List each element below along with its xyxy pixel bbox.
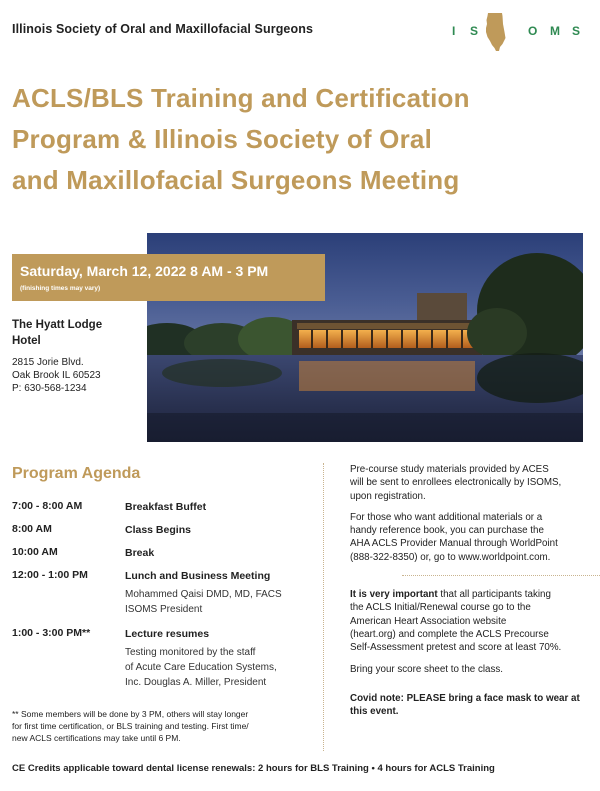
materials-line-3: AHA ACLS Provider Manual through WorldPoint: [350, 538, 558, 550]
footnote-line-3: new ACLS certifications may take until 6 PM.: [12, 733, 181, 743]
agenda-item: [12, 500, 312, 523]
footnote-line-1: ** Some members will be done by 3 PM, others will stay longer: [12, 709, 249, 719]
venue-address-2: Oak Brook IL 60523: [12, 370, 101, 381]
info-column: [350, 463, 586, 718]
logo-letter-i: I: [452, 24, 457, 38]
title-line-1: ACLS/BLS Training and Certification: [12, 83, 470, 113]
venue-phone: P: 630-568-1234: [12, 383, 87, 394]
logo-letter-m: M: [550, 24, 561, 38]
agenda-time: 8:00 AM: [12, 523, 52, 535]
important-line-2: the ACLS Initial/Renewal course go to the: [350, 602, 531, 614]
covid-note: [350, 692, 586, 719]
ce-credits-note: CE Credits applicable toward dental license renewals: 2 hours for BLS Training • 4 hours for ACLS Training: [12, 763, 495, 774]
agenda-note: of Acute Care Education Systems,: [125, 662, 277, 673]
materials-line-1: For those who want additional materials or a: [350, 511, 543, 523]
important-paragraph: [350, 588, 586, 654]
agenda-event: Lunch and Business Meeting: [125, 570, 271, 582]
important-line-1-rest: that all participants taking: [437, 589, 551, 601]
section-divider: [402, 575, 600, 576]
venue-name-line-2: Hotel: [12, 335, 41, 347]
agenda-note: Inc. Douglas A. Miller, President: [125, 677, 267, 688]
column-divider: [323, 463, 324, 751]
materials-paragraph: [350, 511, 586, 564]
logo-letter-s: S: [470, 24, 480, 38]
agenda-item: [12, 523, 312, 546]
precourse-line-3: upon registration.: [350, 490, 426, 502]
agenda-item: [12, 546, 312, 569]
agenda-item: [12, 627, 312, 697]
agenda-time: 10:00 AM: [12, 546, 58, 558]
agenda-time: 1:00 - 3:00 PM**: [12, 627, 91, 639]
agenda-footnote: [12, 708, 312, 744]
footnote-line-2: for first time certification, or BLS training and testing. First time/: [12, 721, 249, 731]
agenda-note: ISOMS President: [125, 604, 203, 615]
organization-name: Illinois Society of Oral and Maxillofacial Surgeons: [12, 22, 314, 36]
title-line-3: and Maxillofacial Surgeons Meeting: [12, 165, 460, 195]
venue-name-line-1: The Hyatt Lodge: [12, 319, 103, 331]
logo-letter-s2: S: [572, 24, 582, 38]
logo-letter-o: O: [528, 24, 539, 38]
agenda-item: [12, 569, 312, 627]
venue-address-1: 2815 Jorie Blvd.: [12, 357, 84, 368]
agenda-note: Mohammed Qaisi DMD, MD, FACS: [125, 589, 282, 600]
agenda-time: 12:00 - 1:00 PM: [12, 569, 88, 581]
event-date-time: Saturday, March 12, 2022 8 AM - 3 PM: [20, 263, 269, 279]
covid-line-2: this event.: [350, 706, 399, 718]
precourse-paragraph: [350, 463, 586, 503]
important-line-4: (heart.org) and complete the ACLS Precourse: [350, 628, 549, 640]
agenda-note: Testing monitored by the staff: [125, 647, 256, 658]
event-date-banner: [12, 254, 325, 301]
materials-line-4: (888-322-8350) or, go to www.worldpoint.com.: [350, 551, 551, 563]
important-line-5: Self-Assessment pretest and score at least 70%.: [350, 642, 562, 654]
page-title: [12, 78, 592, 201]
agenda-list: [12, 500, 312, 697]
important-emphasis: It is very important: [350, 589, 438, 601]
agenda-title: Program Agenda: [12, 465, 141, 482]
agenda-event: Lecture resumes: [125, 628, 210, 640]
covid-line-1: Covid note: PLEASE bring a face mask to wear at: [350, 692, 580, 704]
agenda-event: Break: [125, 547, 155, 559]
agenda-event: Breakfast Buffet: [125, 501, 207, 513]
venue-info: [12, 317, 137, 395]
important-line-3: American Heart Association website: [350, 615, 507, 627]
isoms-logo: [452, 12, 584, 52]
materials-line-2: handy reference book, you can purchase the: [350, 525, 544, 537]
venue-name: [12, 317, 137, 349]
precourse-line-1: Pre-course study materials provided by ACES: [350, 464, 549, 475]
precourse-line-2: will be sent to enrollees electronically by ISOMS,: [350, 477, 562, 489]
important-line-1: [350, 588, 586, 601]
title-line-2: Program & Illinois Society of Oral: [12, 124, 433, 154]
score-sheet-note: Bring your score sheet to the class.: [350, 663, 504, 675]
illinois-map-icon: [484, 12, 508, 52]
agenda-time: 7:00 - 8:00 AM: [12, 500, 83, 512]
agenda-event: Class Begins: [125, 524, 191, 536]
event-time-note: (finishing times may vary): [20, 285, 101, 292]
